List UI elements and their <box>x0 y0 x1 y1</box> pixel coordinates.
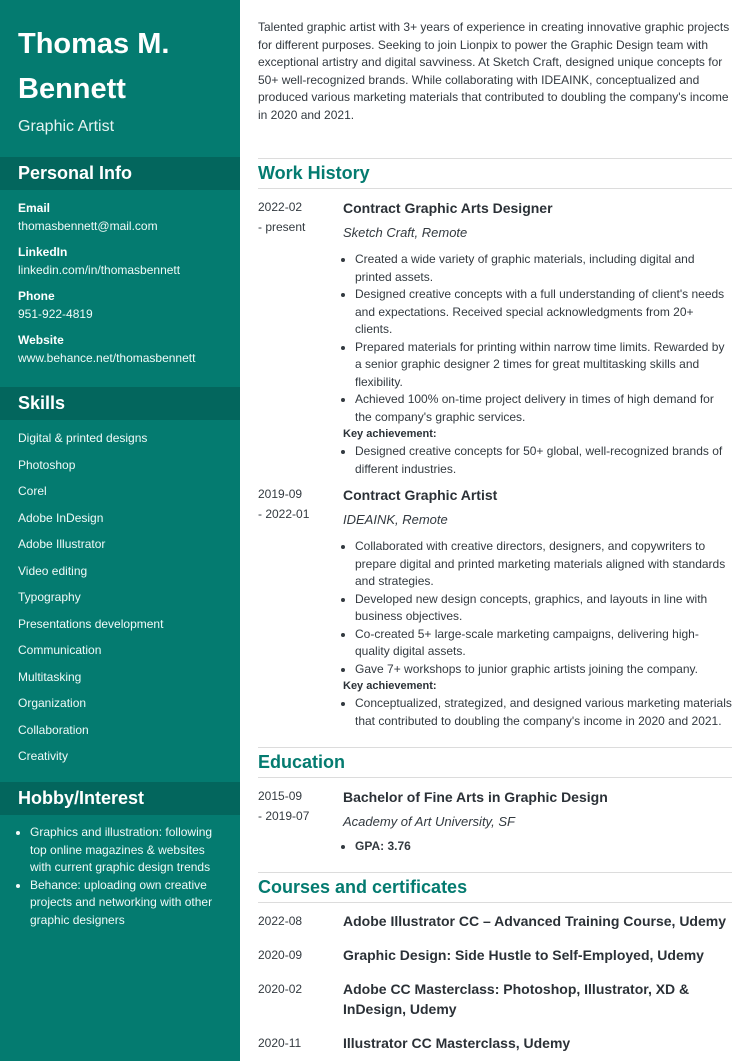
skill-item: Communication <box>18 643 102 657</box>
skill-item: Typography <box>18 590 81 604</box>
skills-list <box>0 430 240 764</box>
education-body <box>343 788 732 856</box>
course-date: 2022-08 <box>258 913 303 928</box>
skill-item: Video editing <box>18 563 88 578</box>
course-entry <box>258 911 732 931</box>
key-achievement: • Conceptualized, strategized, and designed various marketing materials that contributed to doubling the company's income in 2020 and 2021. <box>355 695 732 730</box>
course-title: Graphic Design: Side Hustle to Self-Employed, Udemy <box>343 946 704 963</box>
job-date-end: - 2022-01 <box>258 506 310 521</box>
key-achievement-label: Key achievement: <box>343 680 437 692</box>
hobby-list <box>0 824 240 929</box>
skill-item: Creativity <box>18 749 69 763</box>
job-duties <box>343 538 732 678</box>
skill-item: Organization <box>18 696 87 710</box>
phone-label: Phone <box>18 289 55 303</box>
gpa-value: • GPA: 3.76 <box>355 838 732 856</box>
key-achievement-list <box>343 695 732 730</box>
job-duty: • Achieved 100% on-time project delivery in times of high demand for the company's graphic services. <box>355 391 732 426</box>
job-duty: • Prepared materials for printing within narrow time limits. Rewarded by a senior graphic designer 2 times for great multitasking skills and flexibility. <box>355 339 732 392</box>
courses-heading: Courses and certificates <box>258 872 732 903</box>
job-duty: • Developed new design concepts, graphics, and layouts in line with business objectives. <box>355 591 732 626</box>
key-achievement-list <box>343 443 732 478</box>
linkedin-info <box>0 244 240 278</box>
website-info <box>0 332 240 366</box>
sidebar <box>0 0 240 1061</box>
course-title: Illustrator CC Masterclass, Udemy <box>343 1034 571 1051</box>
job-entry <box>258 486 732 730</box>
job-duty: • Collaborated with creative directors, designers, and copywriters to prepare digital and printed marketing materials aligned with standards and strategies. <box>355 538 732 591</box>
skill-item: Presentations development <box>18 616 164 631</box>
hobby-item: • Behance: uploading own creative projects and networking with other graphic designers <box>30 877 222 930</box>
phone-info <box>0 288 240 322</box>
key-achievement: • Designed creative concepts for 50+ global, well-recognized brands of different industries. <box>355 443 732 478</box>
course-entry <box>258 945 732 965</box>
job-date-end: - present <box>258 219 306 234</box>
personal-info-heading: Personal Info <box>0 157 240 190</box>
linkedin-label: LinkedIn <box>18 245 68 259</box>
job-duty: • Gave 7+ workshops to junior graphic artists joining the company. <box>355 661 732 679</box>
school-name: Academy of Art University, SF <box>343 814 515 829</box>
name-line-2: Bennett <box>18 73 126 105</box>
skill-item: Multitasking <box>18 669 82 684</box>
skill-item: Corel <box>18 484 47 498</box>
skill-item: Adobe InDesign <box>18 510 104 525</box>
phone-value: 951-922-4819 <box>18 307 93 321</box>
email-label: Email <box>18 201 51 215</box>
name-line-1: Thomas M. <box>18 28 170 60</box>
job-body <box>343 199 732 478</box>
course-title: Adobe Illustrator CC – Advanced Training Course, Udemy <box>343 912 726 929</box>
education-heading: Education <box>258 747 732 778</box>
summary-text: Talented graphic artist with 3+ years of experience in creating innovative graphic projects for different purposes. Seeking to join Lionpix to power the Graphic Design team with exceptional artistry and digital savviness. At Sketch Craft, designed unique concepts for 50+ well-recognized brands. While collaborating with IDEAINK, conceptualized and produced various marketing materials that contributed to doubling the company's income in 2020 and 2021. <box>258 20 730 122</box>
job-company: IDEAINK, Remote <box>343 512 448 527</box>
job-date-start: 2022-02 <box>258 200 303 214</box>
job-dates <box>258 486 343 730</box>
skill-item: Digital & printed designs <box>18 431 148 445</box>
email-value: thomasbennett@mail.com <box>18 219 158 233</box>
education-entry <box>258 788 732 856</box>
hobby-item: • Graphics and illustration: following top online magazines & websites with current graphic design trends <box>30 824 222 877</box>
job-duty: • Created a wide variety of graphic materials, including digital and printed assets. <box>355 251 732 286</box>
key-achievement-label: Key achievement: <box>343 428 437 440</box>
job-duties <box>343 251 732 426</box>
linkedin-value: linkedin.com/in/thomasbennett <box>18 263 181 277</box>
degree-title: Bachelor of Fine Arts in Graphic Design <box>343 789 608 805</box>
education-date-end: - 2019-07 <box>258 808 310 823</box>
main-content <box>258 0 732 1053</box>
candidate-title: Graphic Artist <box>18 118 115 135</box>
skill-item: Photoshop <box>18 457 76 472</box>
course-entry <box>258 979 732 1019</box>
job-title: Contract Graphic Artist <box>343 487 498 503</box>
job-title: Contract Graphic Arts Designer <box>343 200 553 216</box>
hobby-heading: Hobby/Interest <box>0 782 240 815</box>
job-date-start: 2019-09 <box>258 487 303 501</box>
course-date: 2020-02 <box>258 981 303 996</box>
job-body <box>343 486 732 730</box>
candidate-name <box>0 0 240 112</box>
job-duty: • Co-created 5+ large-scale marketing campaigns, delivering high-quality digital assets. <box>355 626 732 661</box>
job-company: Sketch Craft, Remote <box>343 225 468 240</box>
website-value: www.behance.net/thomasbennett <box>18 351 196 365</box>
course-date: 2020-11 <box>258 1035 302 1050</box>
education-dates <box>258 788 343 856</box>
course-entry <box>258 1033 732 1053</box>
skill-item: Adobe Illustrator <box>18 537 106 551</box>
website-label: Website <box>18 333 64 347</box>
job-dates <box>258 199 343 478</box>
skills-heading: Skills <box>0 387 240 420</box>
skill-item: Collaboration <box>18 722 89 737</box>
work-history-heading: Work History <box>258 158 732 189</box>
email-info <box>0 200 240 234</box>
course-date: 2020-09 <box>258 947 303 962</box>
job-duty: • Designed creative concepts with a full understanding of client's needs and expectations. Received special acknowledgments from 20+ clients. <box>355 286 732 339</box>
course-title: Adobe CC Masterclass: Photoshop, Illustrator, XD & InDesign, Udemy <box>343 980 690 1017</box>
job-entry <box>258 199 732 478</box>
education-date-start: 2015-09 <box>258 789 303 803</box>
education-details <box>343 838 732 856</box>
